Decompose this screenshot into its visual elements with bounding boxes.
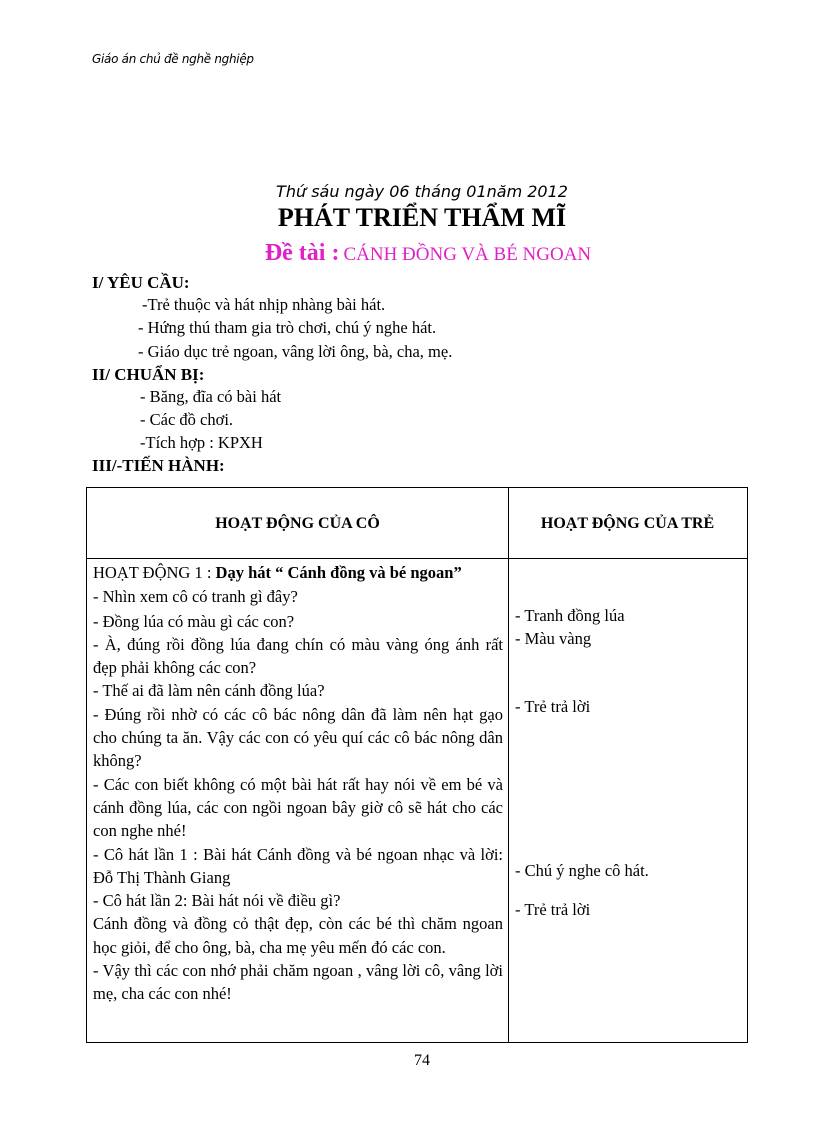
teacher-line: - Đồng lúa có màu gì các con?	[93, 611, 295, 631]
section-preparation-heading: II/ CHUẨN BỊ:	[92, 365, 205, 384]
section-requirements-heading: I/ YÊU CẦU:	[92, 273, 190, 292]
child-response: - Chú ý nghe cô hát.	[515, 861, 649, 880]
requirement-item: -Trẻ thuộc và hát nhịp nhàng bài hát.	[142, 295, 386, 314]
topic-label: Đề tài :	[264, 240, 340, 266]
header-divider	[87, 558, 747, 559]
teacher-line: - Vậy thì các con nhớ phải chăm ngoan , vâng lời cô, vâng lời mẹ, cha các con nhé!	[93, 961, 503, 1004]
teacher-column-header: HOẠT ĐỘNG CỦA CÔ	[215, 515, 380, 532]
page-number: 74	[414, 1052, 430, 1069]
preparation-item: -Tích hợp : KPXH	[140, 433, 263, 452]
child-response: - Trẻ trả lời	[515, 697, 591, 716]
activity-table	[86, 487, 748, 1043]
preparation-item: - Băng, đĩa có bài hát	[140, 387, 282, 406]
teacher-line: - À, đúng rồi đồng lúa đang chín có màu vàng óng ánh rất đẹp phải không các con?	[93, 634, 503, 678]
teacher-line: - Nhìn xem cô có tranh gì đây?	[93, 586, 298, 606]
requirement-item: - Hứng thú tham gia trò chơi, chú ý nghe hát.	[138, 318, 437, 337]
teacher-line: - Cô hát lần 2: Bài hát nói về điều gì?	[93, 891, 341, 911]
activity-prefix: HOẠT ĐỘNG 1 :	[93, 563, 216, 582]
teacher-line: - Thế ai đã làm nên cánh đồng lúa?	[93, 681, 325, 701]
section-procedure-heading: III/-TIẾN HÀNH:	[92, 456, 225, 475]
teacher-line: - Cô hát lần 1 : Bài hát Cánh đồng và bé ngoan nhạc và lời: Đỗ Thị Thành Giang	[93, 844, 503, 887]
page-title: PHÁT TRIỂN THẨM MĨ	[277, 203, 567, 232]
activity-title: Dạy hát “ Cánh đồng và bé ngoan”	[215, 563, 462, 582]
teacher-line: - Các con biết không có một bài hát rất hay nói về em bé và cánh đồng lúa, các con ngồi ngoan bây giờ cô sẽ hát cho các con nghe nhé!	[93, 774, 503, 841]
header-note: Giáo án chủ đề nghề nghiệp	[92, 52, 254, 66]
teacher-line: - Đúng rồi nhờ có các cô bác nông dân đã làm nên hạt gạo cho chúng ta ăn. Vậy các con có yêu quí các cô bác nông dân không?	[93, 704, 503, 771]
teacher-activities	[93, 561, 503, 1006]
child-response: - Trẻ trả lời	[515, 900, 591, 919]
topic-line	[0, 240, 816, 267]
preparation-item: - Các đồ chơi.	[140, 410, 234, 429]
topic-name: CÁNH ĐỒNG VÀ BÉ NGOAN	[343, 244, 592, 265]
column-divider	[508, 488, 509, 1042]
child-response: - Màu vàng	[515, 629, 592, 648]
child-column-header: HOẠT ĐỘNG CỦA TRẺ	[540, 515, 715, 532]
child-response: - Tranh đồng lúa	[515, 606, 625, 625]
activity-heading	[93, 561, 503, 584]
requirement-item: - Giáo dục trẻ ngoan, vâng lời ông, bà, cha, mẹ.	[138, 342, 453, 361]
date-line: Thứ sáu ngày 06 tháng 01năm 2012	[276, 182, 568, 201]
teacher-line: Cánh đồng và đồng cỏ thật đẹp, còn các bé thì chăm ngoan học giỏi, để cho ông, bà, cha mẹ yêu mến đó các con.	[93, 914, 503, 957]
